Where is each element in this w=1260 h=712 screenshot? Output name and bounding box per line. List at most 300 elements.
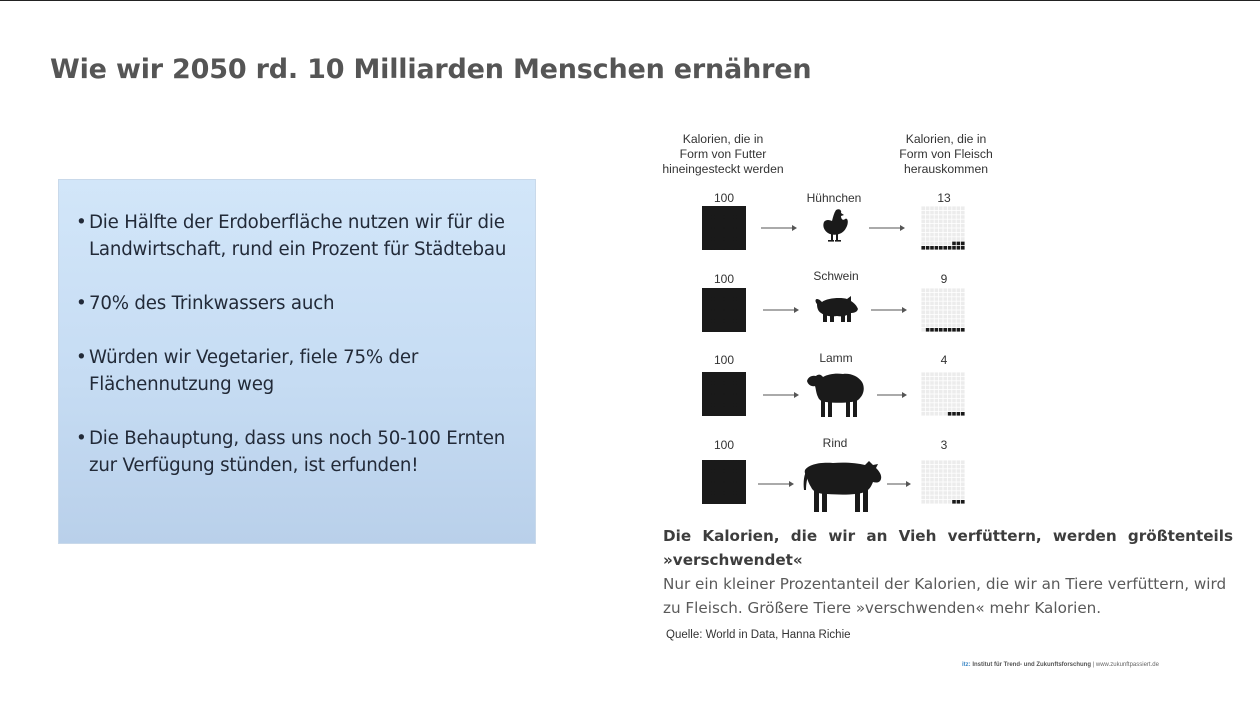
- calorie-unit-empty: [935, 408, 939, 412]
- calorie-unit-filled: [716, 403, 720, 407]
- bullet-box: [58, 179, 536, 544]
- figure-row-lamb: [655, 353, 995, 433]
- calorie-unit-empty: [943, 403, 947, 407]
- calorie-unit-filled: [733, 233, 737, 237]
- calorie-unit-empty: [957, 403, 961, 407]
- calorie-unit-empty: [957, 228, 961, 232]
- calorie-unit-empty: [948, 237, 952, 241]
- calorie-unit-filled: [742, 386, 746, 390]
- calorie-unit-filled: [738, 220, 742, 224]
- calorie-unit-empty: [921, 233, 925, 237]
- calorie-unit-empty: [948, 315, 952, 319]
- calorie-unit-filled: [711, 302, 715, 306]
- calorie-unit-empty: [943, 224, 947, 228]
- calorie-unit-filled: [720, 306, 724, 310]
- calorie-unit-empty: [952, 465, 956, 469]
- calorie-unit-filled: [711, 412, 715, 416]
- calorie-unit-empty: [961, 394, 965, 398]
- input-grid: [702, 206, 746, 250]
- calorie-unit-filled: [729, 224, 733, 228]
- calorie-unit-empty: [926, 469, 930, 473]
- calorie-unit-empty: [921, 319, 925, 323]
- calorie-unit-empty: [935, 297, 939, 301]
- calorie-unit-filled: [729, 399, 733, 403]
- calorie-unit-filled: [720, 233, 724, 237]
- calorie-unit-empty: [957, 237, 961, 241]
- calorie-unit-filled: [729, 390, 733, 394]
- calorie-unit-filled: [702, 399, 706, 403]
- calorie-unit-filled: [707, 310, 711, 314]
- calorie-unit-empty: [926, 372, 930, 376]
- calorie-unit-empty: [943, 215, 947, 219]
- calorie-unit-empty: [952, 372, 956, 376]
- calorie-unit-empty: [921, 465, 925, 469]
- calorie-unit-empty: [930, 324, 934, 328]
- calorie-unit-filled: [716, 394, 720, 398]
- calorie-unit-empty: [939, 399, 943, 403]
- calorie-unit-empty: [926, 394, 930, 398]
- calorie-unit-filled: [707, 394, 711, 398]
- calorie-unit-empty: [930, 315, 934, 319]
- calorie-unit-empty: [926, 242, 930, 246]
- calorie-unit-filled: [724, 390, 728, 394]
- calorie-unit-empty: [926, 381, 930, 385]
- figure-row-chicken: [655, 191, 995, 271]
- calorie-unit-filled: [742, 399, 746, 403]
- calorie-unit-empty: [939, 211, 943, 215]
- calorie-unit-empty: [948, 381, 952, 385]
- calorie-unit-empty: [957, 399, 961, 403]
- arrow-icon: [758, 479, 794, 489]
- calorie-unit-filled: [707, 315, 711, 319]
- calorie-unit-empty: [935, 215, 939, 219]
- calorie-unit-empty: [935, 386, 939, 390]
- calorie-unit-empty: [930, 228, 934, 232]
- calorie-unit-filled: [729, 372, 733, 376]
- calorie-unit-filled: [738, 310, 742, 314]
- calorie-unit-filled: [707, 237, 711, 241]
- calorie-unit-empty: [961, 469, 965, 473]
- calorie-unit-filled: [711, 288, 715, 292]
- calorie-unit-empty: [935, 412, 939, 416]
- calorie-unit-filled: [733, 228, 737, 232]
- calorie-unit-filled: [702, 324, 706, 328]
- calorie-unit-empty: [939, 381, 943, 385]
- calorie-unit-empty: [930, 288, 934, 292]
- calorie-unit-empty: [952, 220, 956, 224]
- bullet-item: [76, 425, 517, 479]
- output-grid: [921, 288, 965, 332]
- calorie-unit-filled: [742, 288, 746, 292]
- calorie-unit-empty: [926, 324, 930, 328]
- calorie-unit-filled: [711, 306, 715, 310]
- calorie-unit-empty: [935, 491, 939, 495]
- caption-body: Nur ein kleiner Prozentanteil der Kalorien, die wir an Tiere verfüttern, wird zu Fleisch. Größere Tiere »verschwenden« mehr Kalorien.: [663, 575, 1227, 617]
- calorie-unit-empty: [921, 306, 925, 310]
- calorie-unit-empty: [930, 386, 934, 390]
- calorie-unit-filled: [729, 381, 733, 385]
- calorie-unit-empty: [952, 474, 956, 478]
- calorie-unit-filled: [707, 408, 711, 412]
- calorie-unit-empty: [926, 233, 930, 237]
- calorie-unit-filled: [702, 293, 706, 297]
- calorie-unit-empty: [926, 496, 930, 500]
- calorie-unit-filled: [738, 469, 742, 473]
- calorie-unit-filled: [716, 315, 720, 319]
- calorie-unit-filled: [716, 408, 720, 412]
- calorie-unit-empty: [926, 310, 930, 314]
- calorie-unit-filled: [720, 403, 724, 407]
- calorie-unit-empty: [943, 228, 947, 232]
- calorie-unit-empty: [930, 206, 934, 210]
- calorie-unit-filled: [720, 478, 724, 482]
- bullet-dot: •: [76, 428, 87, 449]
- output-value: 9: [940, 272, 948, 286]
- calorie-unit-empty: [939, 220, 943, 224]
- calorie-unit-filled: [711, 390, 715, 394]
- calorie-unit-filled: [711, 465, 715, 469]
- calorie-unit-empty: [948, 394, 952, 398]
- calorie-unit-filled: [742, 220, 746, 224]
- calorie-unit-filled: [702, 500, 706, 504]
- calorie-unit-empty: [943, 324, 947, 328]
- calorie-unit-filled: [729, 288, 733, 292]
- calorie-unit-filled: [733, 297, 737, 301]
- calorie-unit-filled: [720, 386, 724, 390]
- calorie-unit-empty: [939, 390, 943, 394]
- calorie-unit-filled: [733, 460, 737, 464]
- calorie-unit-filled: [724, 220, 728, 224]
- calorie-unit-filled: [702, 246, 706, 250]
- calorie-unit-filled: [720, 412, 724, 416]
- calorie-unit-filled: [702, 306, 706, 310]
- calorie-unit-empty: [948, 482, 952, 486]
- calorie-unit-empty: [935, 315, 939, 319]
- calorie-unit-filled: [702, 328, 706, 332]
- calorie-unit-filled: [961, 412, 965, 416]
- calorie-unit-filled: [724, 324, 728, 328]
- calorie-unit-empty: [921, 496, 925, 500]
- calorie-unit-filled: [742, 372, 746, 376]
- bullet-item: [76, 344, 517, 398]
- calorie-unit-empty: [939, 491, 943, 495]
- calorie-unit-filled: [711, 237, 715, 241]
- calorie-unit-empty: [921, 297, 925, 301]
- calorie-unit-filled: [720, 328, 724, 332]
- calorie-unit-empty: [948, 465, 952, 469]
- calorie-unit-filled: [961, 242, 965, 246]
- calorie-unit-filled: [711, 496, 715, 500]
- calorie-unit-empty: [939, 408, 943, 412]
- calorie-unit-filled: [707, 293, 711, 297]
- calorie-unit-empty: [935, 224, 939, 228]
- calorie-unit-empty: [939, 482, 943, 486]
- top-border: [0, 0, 1260, 1]
- calorie-unit-filled: [702, 390, 706, 394]
- calorie-unit-empty: [939, 297, 943, 301]
- calorie-unit-filled: [738, 399, 742, 403]
- calorie-unit-empty: [961, 206, 965, 210]
- calorie-unit-filled: [711, 297, 715, 301]
- calorie-unit-filled: [716, 246, 720, 250]
- calorie-unit-empty: [961, 310, 965, 314]
- output-value: 4: [940, 353, 948, 367]
- calorie-unit-empty: [921, 315, 925, 319]
- calorie-unit-filled: [724, 302, 728, 306]
- calorie-unit-filled: [733, 487, 737, 491]
- calorie-unit-empty: [961, 491, 965, 495]
- calorie-unit-filled: [702, 288, 706, 292]
- calorie-unit-empty: [952, 288, 956, 292]
- calorie-unit-filled: [742, 319, 746, 323]
- calorie-unit-filled: [707, 211, 711, 215]
- calorie-unit-empty: [926, 293, 930, 297]
- calorie-unit-filled: [742, 215, 746, 219]
- calorie-unit-empty: [921, 474, 925, 478]
- calorie-unit-empty: [948, 496, 952, 500]
- calorie-unit-filled: [729, 242, 733, 246]
- calorie-unit-filled: [733, 293, 737, 297]
- calorie-unit-filled: [729, 315, 733, 319]
- calorie-unit-filled: [716, 381, 720, 385]
- calorie-unit-empty: [930, 474, 934, 478]
- calorie-unit-filled: [729, 215, 733, 219]
- calorie-unit-filled: [738, 293, 742, 297]
- calorie-unit-filled: [742, 482, 746, 486]
- calorie-unit-filled: [729, 460, 733, 464]
- bullet-text: Die Behauptung, dass uns noch 50-100 Ernten zur Verfügung stünden, ist erfunden!: [89, 428, 506, 476]
- calorie-unit-filled: [724, 478, 728, 482]
- calorie-unit-filled: [702, 215, 706, 219]
- calorie-unit-filled: [702, 491, 706, 495]
- calorie-unit-filled: [729, 306, 733, 310]
- calorie-unit-filled: [720, 206, 724, 210]
- calorie-unit-filled: [711, 220, 715, 224]
- footer-org: Institut für Trend- und Zukunftsforschung: [972, 662, 1091, 668]
- calorie-unit-filled: [707, 233, 711, 237]
- calorie-unit-empty: [926, 399, 930, 403]
- calorie-unit-empty: [921, 328, 925, 332]
- calorie-unit-filled: [702, 310, 706, 314]
- calorie-unit-empty: [930, 293, 934, 297]
- calorie-unit-filled: [742, 496, 746, 500]
- calorie-unit-filled: [738, 215, 742, 219]
- calorie-unit-filled: [724, 206, 728, 210]
- animal-label: Schwein: [813, 269, 859, 283]
- calorie-unit-filled: [707, 386, 711, 390]
- calorie-unit-filled: [716, 306, 720, 310]
- calorie-unit-empty: [952, 237, 956, 241]
- calorie-unit-filled: [702, 482, 706, 486]
- calorie-unit-empty: [935, 377, 939, 381]
- calorie-unit-filled: [733, 478, 737, 482]
- bullet-list: [76, 209, 517, 479]
- calorie-unit-filled: [738, 306, 742, 310]
- calorie-unit-empty: [926, 288, 930, 292]
- calorie-unit-filled: [707, 302, 711, 306]
- calorie-unit-empty: [948, 491, 952, 495]
- calorie-unit-empty: [948, 310, 952, 314]
- calorie-unit-empty: [939, 224, 943, 228]
- calorie-unit-filled: [707, 246, 711, 250]
- calorie-unit-filled: [716, 399, 720, 403]
- calorie-unit-filled: [729, 403, 733, 407]
- calorie-unit-empty: [939, 306, 943, 310]
- calorie-unit-filled: [711, 474, 715, 478]
- calorie-unit-empty: [939, 386, 943, 390]
- calorie-unit-filled: [720, 324, 724, 328]
- calorie-unit-filled: [742, 206, 746, 210]
- calorie-unit-filled: [716, 211, 720, 215]
- calorie-unit-filled: [729, 465, 733, 469]
- calorie-unit-empty: [939, 496, 943, 500]
- calorie-unit-empty: [952, 310, 956, 314]
- calorie-unit-empty: [957, 478, 961, 482]
- calorie-unit-filled: [733, 224, 737, 228]
- calorie-unit-filled: [716, 482, 720, 486]
- calorie-unit-filled: [935, 246, 939, 250]
- calorie-unit-filled: [724, 293, 728, 297]
- calorie-unit-empty: [930, 306, 934, 310]
- calorie-unit-empty: [957, 220, 961, 224]
- calorie-unit-filled: [711, 372, 715, 376]
- calorie-unit-empty: [943, 293, 947, 297]
- calorie-unit-empty: [961, 474, 965, 478]
- calorie-unit-empty: [948, 242, 952, 246]
- calorie-unit-filled: [711, 228, 715, 232]
- calorie-unit-empty: [952, 390, 956, 394]
- calorie-unit-empty: [921, 403, 925, 407]
- calorie-unit-empty: [930, 224, 934, 228]
- calorie-unit-empty: [957, 465, 961, 469]
- calorie-unit-empty: [961, 399, 965, 403]
- calorie-unit-empty: [926, 408, 930, 412]
- calorie-unit-empty: [943, 487, 947, 491]
- calorie-unit-filled: [724, 460, 728, 464]
- calorie-unit-filled: [961, 328, 965, 332]
- calorie-unit-empty: [926, 478, 930, 482]
- calorie-unit-filled: [720, 302, 724, 306]
- calorie-unit-empty: [961, 224, 965, 228]
- calorie-unit-filled: [742, 328, 746, 332]
- calorie-unit-empty: [948, 487, 952, 491]
- calorie-unit-filled: [733, 399, 737, 403]
- calorie-unit-filled: [707, 496, 711, 500]
- calorie-unit-filled: [720, 319, 724, 323]
- source-note: Quelle: World in Data, Hanna Richie: [666, 629, 851, 641]
- calorie-unit-empty: [948, 215, 952, 219]
- calorie-unit-filled: [742, 310, 746, 314]
- input-grid: [702, 372, 746, 416]
- calorie-unit-empty: [948, 377, 952, 381]
- calorie-unit-filled: [738, 233, 742, 237]
- calorie-unit-empty: [952, 206, 956, 210]
- calorie-unit-empty: [926, 302, 930, 306]
- calorie-unit-filled: [724, 306, 728, 310]
- calorie-unit-empty: [961, 297, 965, 301]
- calorie-unit-filled: [707, 377, 711, 381]
- calorie-unit-filled: [724, 319, 728, 323]
- calorie-unit-empty: [935, 474, 939, 478]
- calorie-unit-empty: [952, 228, 956, 232]
- calorie-unit-filled: [738, 324, 742, 328]
- calorie-unit-filled: [733, 215, 737, 219]
- calorie-unit-empty: [957, 215, 961, 219]
- calorie-unit-filled: [738, 228, 742, 232]
- calorie-unit-empty: [961, 237, 965, 241]
- calorie-unit-filled: [711, 469, 715, 473]
- calorie-unit-empty: [948, 293, 952, 297]
- calorie-unit-empty: [939, 377, 943, 381]
- calorie-unit-filled: [711, 482, 715, 486]
- calorie-unit-empty: [926, 319, 930, 323]
- calorie-unit-filled: [716, 293, 720, 297]
- calorie-unit-empty: [961, 215, 965, 219]
- calorie-unit-filled: [930, 328, 934, 332]
- calorie-unit-filled: [729, 246, 733, 250]
- calorie-unit-filled: [707, 215, 711, 219]
- calorie-unit-empty: [961, 211, 965, 215]
- arrow-icon: [877, 390, 907, 400]
- calorie-unit-filled: [724, 412, 728, 416]
- calorie-unit-empty: [943, 496, 947, 500]
- calorie-unit-filled: [724, 224, 728, 228]
- calorie-unit-filled: [711, 478, 715, 482]
- calorie-unit-filled: [733, 372, 737, 376]
- calorie-unit-filled: [729, 469, 733, 473]
- calorie-unit-filled: [738, 500, 742, 504]
- calorie-unit-empty: [926, 460, 930, 464]
- calorie-unit-empty: [957, 487, 961, 491]
- calorie-unit-filled: [707, 487, 711, 491]
- calorie-unit-empty: [952, 469, 956, 473]
- calorie-unit-empty: [957, 469, 961, 473]
- calorie-unit-filled: [702, 465, 706, 469]
- calorie-unit-filled: [702, 386, 706, 390]
- calorie-unit-filled: [711, 324, 715, 328]
- calorie-unit-empty: [948, 206, 952, 210]
- calorie-unit-filled: [711, 246, 715, 250]
- calorie-unit-filled: [702, 487, 706, 491]
- calorie-unit-filled: [707, 319, 711, 323]
- calorie-unit-filled: [702, 206, 706, 210]
- calorie-unit-empty: [948, 403, 952, 407]
- calorie-unit-filled: [724, 315, 728, 319]
- calorie-unit-empty: [957, 390, 961, 394]
- calorie-unit-empty: [961, 228, 965, 232]
- calorie-unit-filled: [720, 372, 724, 376]
- calorie-unit-empty: [948, 233, 952, 237]
- calorie-unit-empty: [935, 242, 939, 246]
- calorie-unit-empty: [943, 412, 947, 416]
- calorie-unit-filled: [716, 324, 720, 328]
- calorie-unit-filled: [716, 319, 720, 323]
- calorie-unit-empty: [952, 460, 956, 464]
- calorie-unit-empty: [961, 233, 965, 237]
- calorie-unit-filled: [711, 460, 715, 464]
- calorie-unit-empty: [930, 465, 934, 469]
- output-column-header: Kalorien, die in Form von Fleisch herauskommen: [899, 132, 993, 176]
- calorie-unit-filled: [716, 215, 720, 219]
- sheep-icon: [806, 371, 866, 419]
- calorie-unit-filled: [729, 206, 733, 210]
- calorie-unit-filled: [702, 474, 706, 478]
- input-value: 100: [713, 191, 735, 205]
- calorie-unit-empty: [939, 319, 943, 323]
- calorie-unit-filled: [711, 394, 715, 398]
- calorie-unit-empty: [926, 237, 930, 241]
- calorie-unit-empty: [939, 465, 943, 469]
